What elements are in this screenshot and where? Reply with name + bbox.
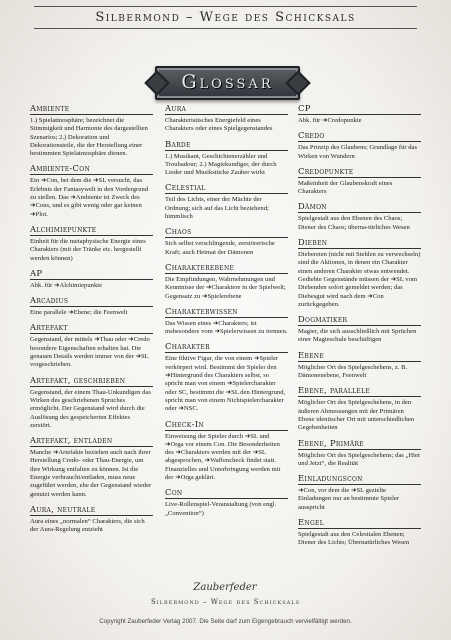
glossary-term: Con [165, 488, 288, 499]
glossary-definition: Eine parallele ➜Ebene; die Feenwelt [30, 309, 128, 317]
header-rule-top [34, 6, 417, 7]
glossary-term: Dieben [298, 238, 421, 249]
copyright-notice: Copyright Zauberfeder Verlag 2007. Die Seite darf zum Eigengebrauch vervielfältigt werden. [99, 618, 352, 625]
glossary-term: Einladungscon [298, 474, 421, 485]
glossary-term: Ambiente-Con [30, 164, 153, 175]
glossary-definition: Teil des Lichts, einer der Mächte der Ordnung; sich auf das Licht beziehend; himmlisch [165, 196, 269, 221]
glossary-entry [165, 307, 288, 337]
glossary-term: Artefakt, entladen [30, 436, 153, 447]
glossary-entry [298, 518, 421, 548]
header-rule-bottom [34, 28, 417, 29]
page-header: Silbermond – Wege des Schicksals [95, 10, 356, 25]
glossary-entry [30, 164, 153, 218]
glossary-term: Charakter [165, 342, 288, 353]
glossary-term: AP [30, 269, 153, 280]
glossary-definition: Einweisung der Spieler durch ➜SL und ➜Orga vor einem Con. Die Besonderheiten des ➜Charakters werden mit der ➜SL abgesprochen, ➜Waffencheck findet statt. Finanzielles und Unterbringung werden mit der ➜Orga geklärt. [165, 432, 281, 482]
glossary-definition: Die Empfindungen, Wahrnehmungen und Kenntnisse der ➜Charaktere in der Spielwelt; Gegensatz zu ➜Spielerebene [165, 275, 286, 300]
glossary-definition: Das Wissen eines ➜Charakters; ist insbesondere vom ➜Spielerwissen zu trennen. [165, 319, 288, 336]
glossary-definition: Abk. für ➜Alchimiepunkte [30, 281, 102, 289]
glossary-definition: Eine fiktive Figur, die von einem ➜Spieler verkörpert wird. Bestimmt der Spieler den ➜Hintergrund des Charakters selbst, so spricht man von einem ➜Spielercharakter oder SC, bestimmt die ➜SL den Hintergrund, spricht man von einem Nichtspielercharakter oder ➜NSC. [165, 355, 286, 413]
glossary-definition: Spielgestalt aus den Celestialen Ebenen; Diener des Lichts; Übernatürliches Wesen [298, 531, 410, 547]
glossary-definition: Maßeinheit der Glaubenskraft eines Charakters [298, 179, 393, 196]
glossary-term: Dogmatiker [298, 315, 421, 326]
glossary-column-2 [165, 104, 288, 524]
glossary-entry [298, 104, 421, 125]
glossary-term: Ebene [298, 351, 421, 362]
glossary-definition: Sich selbst verschlingende, zerstörerische Kraft; auch Heimat der Dämonen [165, 240, 275, 256]
glossary-banner [155, 66, 300, 100]
glossary-entry [30, 436, 153, 499]
glossary-title: Glossar [181, 71, 274, 93]
glossary-definition: ➜Con, vor dem die ➜SL gezielte Einladungen nur an bestimmte Spieler ausspricht [298, 487, 400, 511]
glossary-entry [165, 104, 288, 134]
glossary-definition: Live-Rollenspiel-Veranstaltung (von engl. „Convention“) [165, 501, 277, 517]
glossary-entry [298, 439, 421, 469]
glossary-entry [165, 140, 288, 178]
glossary-entry [298, 351, 421, 381]
publisher-logo: Zauberfeder [193, 582, 257, 593]
glossary-definition: Möglicher Ort des Spielgeschehens, z. B. Dämonenebene, Feenwelt [298, 363, 408, 380]
glossary-entry [30, 323, 153, 369]
glossary-entry [30, 296, 153, 317]
glossary-definition: Aura eines „normalen“ Charakters, die sich der Aura-Regelung entzieht [30, 517, 145, 534]
glossary-entry [30, 376, 153, 430]
glossary-term: Credo [298, 131, 421, 142]
glossary-term: CP [298, 104, 421, 115]
glossary-entry [30, 269, 153, 290]
glossary-definition: Spielgestalt aus den Ebenen des Chaos; Diener des Chaos; überna-türliches Wesen [298, 215, 410, 231]
glossary-entry [165, 227, 288, 257]
glossary-entry [165, 263, 288, 301]
glossary-entry [298, 474, 421, 512]
glossary-term: Aura, neutrale [30, 505, 153, 516]
glossary-term: Artefakt [30, 323, 153, 334]
glossary-term: Credopunkte [298, 167, 421, 178]
glossary-entry [298, 131, 421, 161]
glossary-term: Charakterebene [165, 263, 288, 274]
glossary-term: Check-In [165, 420, 288, 431]
glossary-term: Artefakt, geschrieben [30, 376, 153, 387]
glossary-definition: Diebereien (nicht mit Stehlen zu verwechseln) sind die Aktionen, in denen ein Charakter einen anderen Charakter etwas entwendet. Gediebte Gegenstände müssen der ➜SL vom Diebenden sofort gemeldet werden; das Diebesgut wird nach dem ➜Con zurückgegeben. [298, 251, 421, 308]
glossary-entry [30, 505, 153, 535]
glossary-definition: Gegenstand, der einem Thau-Unkundigen das Wirken des geschriebenen Spruches ermöglicht. Der Gegenstand wird durch die Auslösung des gespeicherten Effektes zerstört. [30, 388, 151, 429]
glossary-definition: Magier, die sich ausschließlich mit Sprüchen einer Magieschule beschäftigen [298, 328, 417, 344]
glossary-term: Ebene, Primäre [298, 439, 421, 450]
glossary-term: Aura [165, 104, 288, 115]
glossary-column-1 [30, 104, 153, 541]
glossary-definition: Das Prinzip des Glaubens; Grundlage für das Wirken von Wundern [298, 144, 418, 160]
glossary-column-3 [298, 104, 421, 554]
glossary-term: Alchimiepunkte [30, 225, 153, 236]
glossary-term: Ambiente [30, 104, 153, 115]
footer-title: Silbermond – Wege des Schicksals [150, 598, 301, 606]
glossary-term: Charakterwissen [165, 307, 288, 318]
glossary-definition: 1.) Musikant, Geschichtenerzähler und Troubadour; 2.) Magiekundiger, der durch Lieder und Musikstücke Zauber wirkt [165, 152, 277, 177]
glossary-term: Arcadius [30, 296, 153, 307]
glossary-entry [30, 225, 153, 263]
glossary-definition: Einheit für die metaphysische Energie eines Charakters (mit der Tränke etc. hergestellt werden können) [30, 237, 146, 262]
glossary-definition: Möglicher Ort des Spielgeschehens; das „Hier und Jetzt“, die Realität [298, 451, 421, 467]
glossary-definition: 1.) Spielatmosphäre; bezeichnet die Stimmigkeit und Harmonie des dargestellten Szenarios; 2.) Dekoration und Dekorationsteile, die der Herstellung einer bestimmten Spielatmosphäre dienen. [30, 117, 148, 158]
glossary-entry [298, 238, 421, 309]
glossary-definition: Ein ➜Con, bei dem die ➜SL versucht, das Erlebnis der Fantasywelt in den Vordergrund zu stellen. Das ➜Ambiente ist Zweck des ➜Cons, und es gibt wenig oder gar keinen ➜Plot. [30, 177, 149, 218]
glossary-term: Chaos [165, 227, 288, 238]
glossary-entry [165, 488, 288, 518]
glossary-term: Barde [165, 140, 288, 151]
glossary-entry [165, 420, 288, 483]
glossary-entry [298, 167, 421, 197]
glossary-entry [165, 342, 288, 413]
glossary-term: Celestial [165, 183, 288, 194]
glossary-definition: Manche ➜Artefakte beziehen auch nach ihrer Herstellung Credo- oder Thau-Energie, um ihre Wirkung entfalten zu können. Ist die Energie verbraucht/entladen, muss neue zugeführt werden, ehe der Gegenstand wieder genutzt werden kann. [30, 449, 152, 498]
glossary-entry [165, 183, 288, 221]
glossary-definition: Möglicher Ort des Spielgeschehens, in den äußeren Abmessungen mit der Primären Ebene identischer Ort mit unterschiedlichen Gegebenheiten [298, 399, 415, 432]
glossary-definition: Gegenstand, der mittels ➜Thau oder ➜Credo besondere Eigenschaften erhalten hat. Die genauen Details werden immer von der ➜SL vorgeschrieben. [30, 336, 150, 369]
glossary-term: Ebene, parallele [298, 386, 421, 397]
glossary-entry [30, 104, 153, 158]
glossary-term: Engel [298, 518, 421, 529]
glossary-entry [298, 315, 421, 345]
glossary-term: Dämon [298, 202, 421, 213]
glossary-definition: Charakteristisches Energiefeld eines Charakters oder eines Spielgegenstandes [165, 117, 273, 133]
glossary-entry [298, 386, 421, 432]
glossary-entry [298, 202, 421, 232]
glossary-definition: Abk. für ➜Credopunkte [298, 117, 362, 124]
